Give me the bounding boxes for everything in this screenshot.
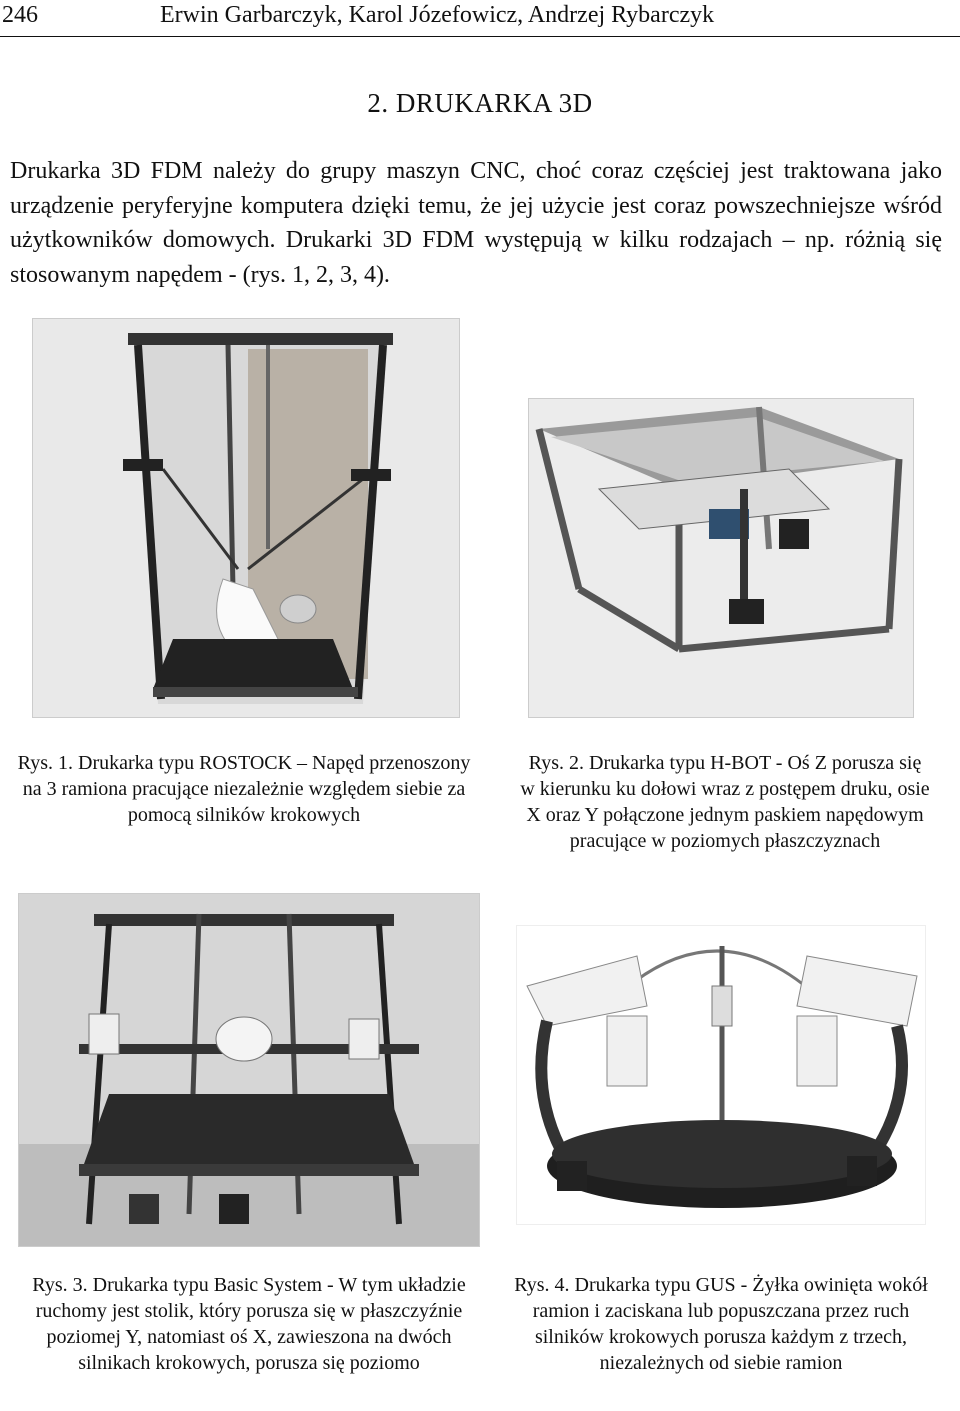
hbot-printer-illustration <box>529 399 913 717</box>
figure-3-basic-system-photo <box>18 893 480 1247</box>
rostock-printer-illustration <box>33 319 459 717</box>
body-paragraph: Drukarka 3D FDM należy do grupy maszyn CNC, choć coraz częściej jest traktowana jako urządzenie peryferyjne komputera dzięki temu, że jej użycie jest coraz powszechniejsze wśród użytkowników domowych. Drukarki 3D FDM występują w kilku rodzajach – np. różnią się stosowanym napędem - (rys. 1, 2, 3, 4). <box>10 158 942 288</box>
page-number: 246 <box>2 2 38 28</box>
running-authors: Erwin Garbarczyk, Karol Józefowicz, Andrzej Rybarczyk <box>160 2 715 28</box>
page-header <box>0 0 960 37</box>
basic-system-printer-illustration <box>19 894 479 1246</box>
figure-4-caption: Rys. 4. Drukarka typu GUS - Żyłka owinięta wokół ramion i zaciskana lub popuszczana przez ruch silników krokowych porusza każdym z trzech, niezależnych od siebie ramion <box>514 1274 928 1374</box>
figure-1-rostock-photo <box>32 318 460 718</box>
figure-2-caption: Rys. 2. Drukarka typu H-BOT - Oś Z porusza się w kierunku ku dołowi wraz z postępem druku, osie X oraz Y połączone jednym paskiem napędowym pracujące w poziomych płaszczyznach <box>520 752 930 852</box>
section-title: 2. DRUKARKA 3D <box>367 88 593 118</box>
figure-4-gus-photo <box>516 925 926 1225</box>
gus-printer-illustration <box>517 926 925 1224</box>
figure-3-caption: Rys. 3. Drukarka typu Basic System - W tym układzie ruchomy jest stolik, który porusza się w płaszczyźnie poziomej Y, natomiast oś X, zawieszona na dwóch silnikach krokowych, porusza się poziomo <box>32 1274 466 1374</box>
figure-2-hbot-photo <box>528 398 914 718</box>
figure-1-caption: Rys. 1. Drukarka typu ROSTOCK – Napęd przenoszony na 3 ramiona pracujące niezależnie względem siebie za pomocą silników krokowych <box>17 752 471 826</box>
